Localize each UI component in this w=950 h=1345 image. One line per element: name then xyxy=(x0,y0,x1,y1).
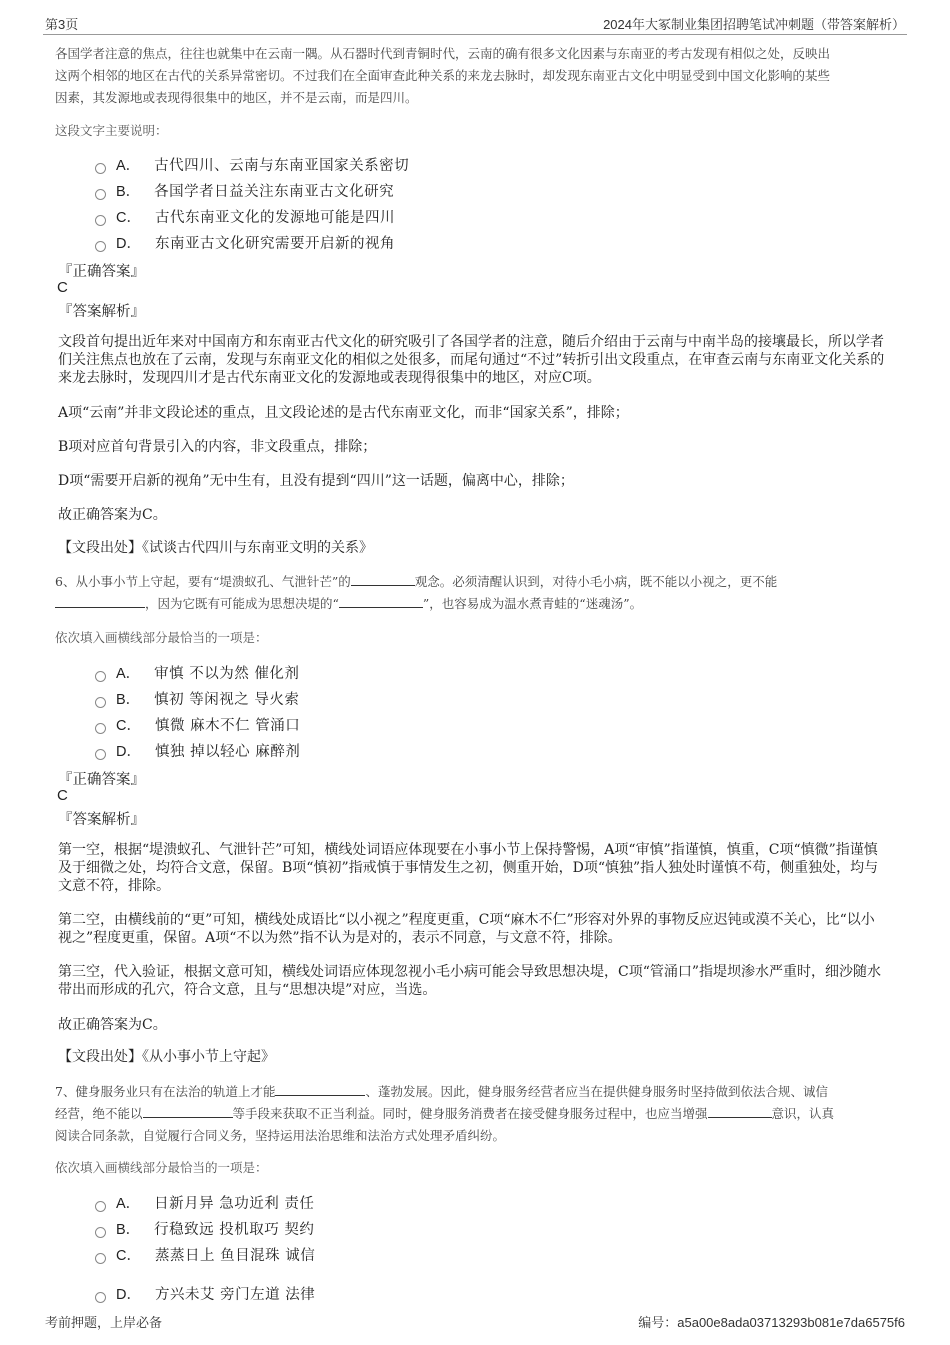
document-title: 2024年大冢制业集团招聘笔试冲刺题（带答案解析） xyxy=(603,17,905,32)
radio-icon[interactable] xyxy=(95,723,106,734)
radio-icon[interactable] xyxy=(95,163,106,174)
q6-analysis-paragraph: 第三空，代入验证，根据文意可知，横线处词语应体现忽视小毛小病可能会导致思想决堤，C项“管涌口”指堤坝渗水严重时，细沙随水带出而形成的孔穴，符合文意，且与“思想决堤”对应，当选。 xyxy=(58,964,882,998)
q6-source: 【文段出处】《从小事小节上守起》 xyxy=(58,1049,275,1065)
blank xyxy=(143,1103,233,1118)
q5-source: 【文段出处】《试谈古代四川与东南亚文明的关系》 xyxy=(58,540,373,556)
radio-icon[interactable] xyxy=(95,1201,106,1212)
q5-analysis-paragraph: B项对应首句背景引入的内容，非文段重点，排除； xyxy=(58,439,377,455)
radio-icon[interactable] xyxy=(95,671,106,682)
q6-question-text: 6、从小事小节上守起，要有“堤溃蚁孔、气泄针芒”的 观念。必须清醒认识到，对待小毛小病，既不能以小视之，更不能 ，因为它既有可能成为思想决堤的“ ”，也容易成为温水煮青蛙的“迷魂汤”。 xyxy=(55,571,900,615)
radio-icon[interactable] xyxy=(95,1253,106,1264)
q5-passage xyxy=(55,43,900,109)
q7-option-a[interactable]: A． 日新月异 急功近利 责任 xyxy=(95,1190,314,1214)
q5-passage-line: 这两个相邻的地区在古代的关系异常密切。不过我们在全面审查此种关系的来龙去脉时，却发现东南亚古文化中明显受到中国文化影响的某些 xyxy=(55,68,831,83)
footer-code: 编号：a5a00e8ada03713293b081e7da6575f6 xyxy=(638,1315,905,1331)
q5-answer-label: 『正确答案』 xyxy=(58,264,145,280)
radio-icon[interactable] xyxy=(95,215,106,226)
q5-analysis-paragraph: 故正确答案为C。 xyxy=(58,507,167,523)
q6-answer-label: 『正确答案』 xyxy=(58,772,145,788)
radio-icon[interactable] xyxy=(95,189,106,200)
q5-analysis-label: 『答案解析』 xyxy=(58,304,145,320)
q7-question: 依次填入画横线部分最恰当的一项是： xyxy=(55,1160,268,1175)
radio-icon[interactable] xyxy=(95,697,106,708)
footer-slogan: 考前押题，上岸必备 xyxy=(45,1316,163,1331)
q7-question-text: 7、健身服务业只有在法治的轨道上才能 、蓬勃发展。因此，健身服务经营者应当在提供健身服务时坚持做到依法合规、诚信 经营，绝不能以 等手段来获取不正当利益。同时，健身服务消费者在接受健身服务过程中，也应当增强 意识，认真 阅读合同条款，自觉履行合同义务，坚持运用法治思维和法治方式处理矛盾纠纷。 xyxy=(55,1081,900,1147)
blank xyxy=(339,593,423,608)
q5-analysis-paragraph: A项“云南”并非文段论述的重点，且文段论述的是古代东南亚文化，而非“国家关系”，排除； xyxy=(58,405,629,421)
radio-icon[interactable] xyxy=(95,1227,106,1238)
q5-option-d[interactable]: D． 东南亚古文化研究需要开启新的视角 xyxy=(95,230,395,254)
q6-analysis-paragraph: 第一空，根据“堤溃蚁孔、气泄针芒”可知，横线处词语应体现要在小事小节上保持警惕，A项“审慎”指谨慎，慎重，C项“慎微”指谨慎及于细微之处，均符合文意，保留。B项“慎初”指戒慎于事情发生之初，侧重开始，D项“慎独”指人独处时谨慎不苟，侧重独处，均与文意不符，排除。 xyxy=(58,842,879,894)
blank xyxy=(275,1081,365,1096)
q5-passage-line: 因素，其发源地或表现得很集中的地区，并不是云南，而是四川。 xyxy=(55,90,418,105)
q5-option-b[interactable]: B． 各国学者日益关注东南亚古文化研究 xyxy=(95,178,394,202)
blank xyxy=(351,571,415,586)
radio-icon[interactable] xyxy=(95,241,106,252)
blank xyxy=(55,593,145,608)
q7-option-d[interactable]: D． 方兴未艾 旁门左道 法律 xyxy=(95,1281,315,1305)
q6-analysis-paragraph: 故正确答案为C。 xyxy=(58,1017,167,1033)
q5-answer: C xyxy=(57,279,68,296)
q6-analysis-paragraph: 第二空，由横线前的“更”可知，横线处成语比“以小视之”程度更重，C项“麻木不仁”形容对外界的事物反应迟钝或漠不关心，比“以小视之”程度更重，保留。A项“不以为然”指不认为是对的，表示不同意，与文意不符，排除。 xyxy=(58,912,875,946)
q5-analysis-paragraph: D项“需要开启新的视角”无中生有，且没有提到“四川”这一话题，偏离中心，排除； xyxy=(58,473,574,489)
q5-option-a[interactable]: A． 古代四川、云南与东南亚国家关系密切 xyxy=(95,152,409,176)
q6-question: 依次填入画横线部分最恰当的一项是： xyxy=(55,630,268,645)
q6-option-c[interactable]: C． 慎微 麻木不仁 管涌口 xyxy=(95,712,300,736)
q5-analysis-paragraph: 文段首句提出近年来对中国南方和东南亚古代文化的研究吸引了各国学者的注意，随后介绍由于云南与中南半岛的接壤最长，所以学者们关注焦点也放在了云南，发现与东南亚文化的相似之处很多，而尾句通过“不过”转折引出文段重点，在审查云南与东南亚文化关系的来龙去脉时，发现四川才是古代东南亚文化的发源地或表现得很集中的地区，对应C项。 xyxy=(58,334,885,386)
q5-question: 这段文字主要说明： xyxy=(55,123,168,138)
page-header xyxy=(43,10,907,35)
q6-answer: C xyxy=(57,787,68,804)
q6-analysis-label: 『答案解析』 xyxy=(58,812,145,828)
page-number: 第3页 xyxy=(45,17,79,32)
q5-option-c[interactable]: C． 古代东南亚文化的发源地可能是四川 xyxy=(95,204,395,228)
q6-option-b[interactable]: B． 慎初 等闲视之 导火索 xyxy=(95,686,299,710)
radio-icon[interactable] xyxy=(95,1292,106,1303)
q6-option-a[interactable]: A． 审慎 不以为然 催化剂 xyxy=(95,660,299,684)
q7-option-c[interactable]: C． 蒸蒸日上 鱼目混珠 诚信 xyxy=(95,1242,315,1266)
q7-option-b[interactable]: B． 行稳致远 投机取巧 契约 xyxy=(95,1216,314,1240)
q5-passage-line: 各国学者注意的焦点，往往也就集中在云南一隅。从石器时代到青铜时代，云南的确有很多文化因素与东南亚的考古发现有相似之处，反映出 xyxy=(55,46,831,61)
blank xyxy=(708,1103,772,1118)
radio-icon[interactable] xyxy=(95,749,106,760)
q6-option-d[interactable]: D． 慎独 掉以轻心 麻醉剂 xyxy=(95,738,300,762)
